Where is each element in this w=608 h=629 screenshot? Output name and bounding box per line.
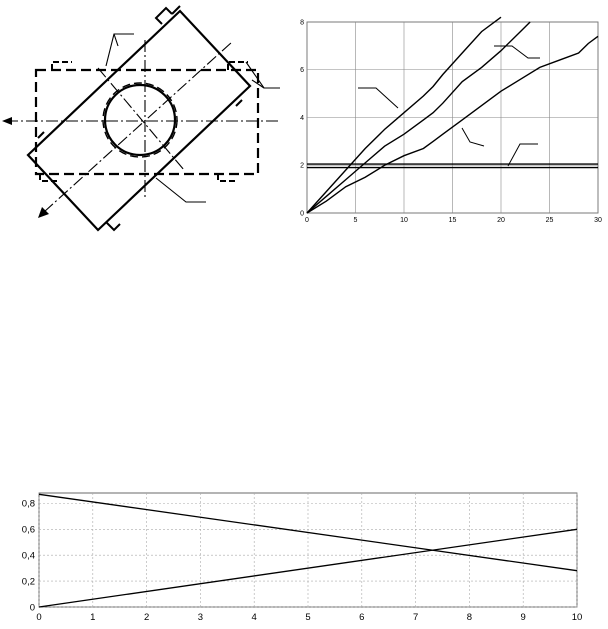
x-tick-label: 5 xyxy=(353,217,358,224)
leader-top-left-2 xyxy=(114,34,118,46)
y-tick-label: 0,6 xyxy=(21,524,35,536)
tab-left xyxy=(38,132,44,138)
x-tick-label: 3 xyxy=(197,612,204,623)
series-line-1 xyxy=(307,17,501,213)
y-tick-label: 8 xyxy=(300,19,304,27)
leader-right xyxy=(246,62,280,88)
x-tick-label: 15 xyxy=(448,217,457,224)
callout-line-4 xyxy=(508,144,538,166)
series-line-3 xyxy=(307,36,598,213)
x-tick-label: 25 xyxy=(545,217,554,224)
tab-bottom xyxy=(106,222,120,230)
x-tick-label: 0 xyxy=(305,217,309,224)
x-tick-label: 20 xyxy=(497,217,505,224)
bracket-top-left xyxy=(52,62,72,70)
x-tick-label: 7 xyxy=(412,612,419,623)
plot-frame xyxy=(39,493,577,607)
x-tick-label: 30 xyxy=(594,217,602,224)
series-line-1 xyxy=(39,494,577,570)
central-circle xyxy=(105,85,175,155)
rotated-rectangle-diagram xyxy=(0,0,300,240)
callout-line-2 xyxy=(494,46,540,58)
x-tick-label: 0 xyxy=(36,612,42,623)
x-tick-label: 2 xyxy=(143,612,150,623)
tab-right xyxy=(236,100,242,106)
y-tick-label: 2 xyxy=(300,162,304,170)
y-tick-label: 4 xyxy=(300,114,304,122)
y-tick-label: 0 xyxy=(300,210,304,218)
x-tick-label: 10 xyxy=(400,217,408,224)
arrow-left-head xyxy=(2,117,12,125)
x-tick-label: 1 xyxy=(90,612,96,623)
y-tick-label: 0 xyxy=(29,602,35,614)
x-tick-label: 10 xyxy=(571,612,583,623)
callout-line-3 xyxy=(462,128,484,146)
x-tick-label: 6 xyxy=(359,612,365,623)
y-tick-label: 0,2 xyxy=(21,576,35,588)
x-tick-label: 9 xyxy=(520,612,526,623)
central-circle-dashed xyxy=(103,83,177,157)
plot-frame xyxy=(307,22,598,213)
x-tick-label: 8 xyxy=(466,612,473,623)
y-tick-label: 0,4 xyxy=(21,550,35,562)
series-line-2 xyxy=(307,22,530,213)
leader-top-left xyxy=(106,34,134,66)
leader-bottom xyxy=(156,178,206,202)
axis-diagonal-main xyxy=(44,42,232,212)
series-line-2 xyxy=(39,529,577,607)
y-tick-label: 0,8 xyxy=(21,498,35,510)
callout-line-1 xyxy=(358,88,398,108)
x-tick-label: 4 xyxy=(251,612,257,623)
y-tick-label: 6 xyxy=(300,67,304,75)
x-tick-label: 5 xyxy=(305,612,311,623)
